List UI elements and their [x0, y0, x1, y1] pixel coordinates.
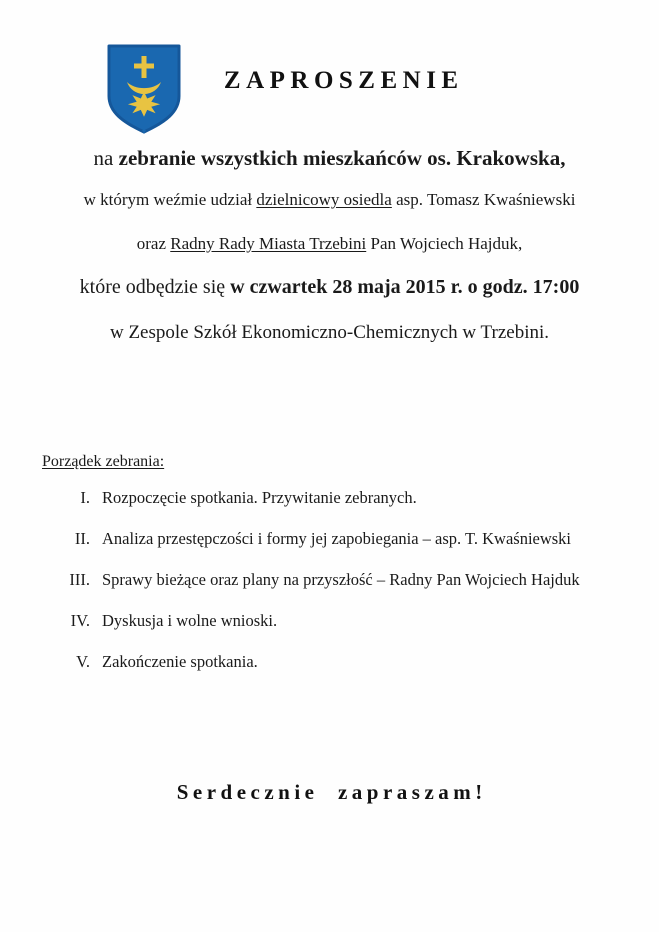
page-title: ZAPROSZENIE [223, 67, 464, 94]
intro-line-3-suffix: Pan Wojciech Hajduk, [366, 234, 523, 253]
list-item [0, 652, 659, 693]
intro-line-2-prefix: w którym weźmie udział [83, 190, 257, 209]
intro-line-2 [0, 178, 659, 222]
intro-line-3-underlined: Radny Rady Miasta Trzebini [170, 234, 367, 253]
list-item-label: Zakończenie spotkania. [102, 652, 258, 671]
closing-line [0, 780, 659, 805]
list-item [0, 488, 659, 529]
list-item-label: Dyskusja i wolne wnioski. [102, 611, 278, 630]
list-item [0, 611, 659, 652]
intro-line-1-prefix: na [93, 146, 119, 170]
list-item-label: Analiza przestępczości i formy jej zapobiegania – asp. T. Kwaśniewski [102, 529, 572, 548]
list-item-numeral: I. [80, 488, 90, 507]
intro-line-4-prefix: które odbędzie się [79, 276, 231, 298]
list-item-label: Sprawy bieżące oraz plany na przyszłość – Radny Pan Wojciech Hajduk [102, 570, 580, 589]
closing-word-2: zapraszam! [337, 780, 487, 804]
agenda-heading: Porządek zebrania: [42, 453, 165, 470]
closing-word-1: Serdecznie [176, 780, 319, 804]
list-item-numeral: IV. [70, 611, 90, 630]
list-item-label: Rozpoczęcie spotkania. Przywitanie zebranych. [102, 488, 417, 507]
document-header [0, 38, 659, 142]
intro-line-1-bold: zebranie wszystkich mieszkańców os. Krakowska, [118, 146, 566, 170]
intro-line-4 [0, 265, 659, 310]
intro-line-2-underlined: dzielnicowy osiedla [256, 190, 392, 209]
list-item [0, 570, 659, 611]
intro-line-1 [0, 138, 659, 178]
list-item [0, 529, 659, 570]
intro-line-4-bold: w czwartek 28 maja 2015 r. o godz. 17:00 [230, 276, 580, 298]
list-item-numeral: III. [69, 570, 90, 589]
list-item-numeral: V. [76, 652, 90, 671]
invitation-body [0, 138, 659, 356]
intro-line-5: w Zespole Szkół Ekonomiczno-Chemicznych w Trzebini. [109, 322, 550, 343]
intro-line-3 [0, 222, 659, 265]
agenda-list [0, 488, 659, 693]
intro-line-3-prefix: oraz [136, 234, 171, 253]
list-item-numeral: II. [74, 529, 90, 548]
coat-of-arms-icon [107, 44, 181, 134]
closing-spacer [318, 780, 338, 804]
intro-line-2-suffix: asp. Tomasz Kwaśniewski [391, 190, 576, 209]
